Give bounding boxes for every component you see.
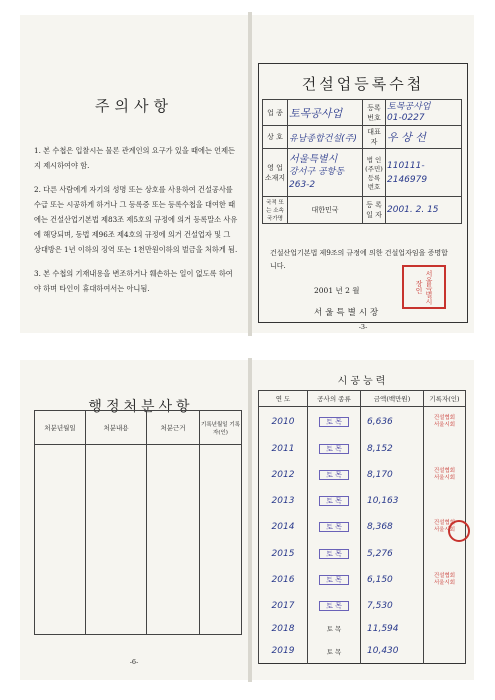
work-type-cell-text: 토 목: [319, 444, 349, 454]
caution-note-2: 2. 다른 사람에게 자기의 성명 또는 상호를 사용하여 건설공사를 수급 또는 시공하게 하거나 그 등록증 또는 등록수첩을 대여한 때에는 건설산업기본법 제83조 제5호의 규정에 의거 등록말소 사유에 해당되며, 동법 제96조 제4호의 규정에 의거 건설업자 및 그 상대방은 1년 이하의 징역 또는 1천만원이하의 벌금을 처하게 됨.: [34, 185, 238, 254]
header-work-type: 공사의 종류: [308, 391, 361, 407]
amount-cell: [361, 490, 424, 513]
value-nationality: 대한민국: [288, 197, 363, 224]
work-type-cell: [308, 565, 361, 595]
label-nationality: 국적 또는 소속국가명: [263, 197, 288, 224]
amount-cell: [361, 407, 424, 438]
work-type-cell-text: 토 목: [319, 575, 349, 585]
admin-action-title: 행정처분사항: [88, 399, 194, 415]
label-office: 영 업 소재지: [263, 149, 288, 197]
capability-row: [259, 407, 466, 438]
year-cell: [259, 595, 308, 618]
bottom-right-page: [252, 360, 474, 680]
register-table: [262, 99, 462, 224]
recorder-cell: [424, 460, 466, 490]
header-year: 연 도: [259, 391, 308, 407]
value-reg-date: 2001. 2. 15: [386, 197, 462, 224]
work-type-cell-text: 토 목: [319, 417, 349, 427]
work-type-cell: [308, 490, 361, 513]
work-type-cell: [308, 512, 361, 542]
recorder-stamp: 건설협회 서울시회: [433, 467, 456, 481]
amount-cell-text: 6,636: [367, 417, 393, 428]
year-cell: [259, 617, 308, 640]
label-name: 상 호: [263, 126, 288, 149]
amount-cell: [361, 595, 424, 618]
caution-notes: [34, 143, 239, 296]
capability-title: 시공능력: [337, 376, 389, 387]
work-type-cell-text: 토 목: [326, 625, 342, 634]
caution-note-1: 1. 본 수첩은 입찰시는 물론 관계인의 요구가 있을 때에는 언제든지 제시하여야 함.: [34, 146, 236, 170]
recorder-cell: [424, 490, 466, 513]
capability-row: [259, 437, 466, 460]
amount-cell-text: 6,150: [367, 574, 393, 585]
capability-row: [259, 617, 466, 640]
amount-cell: [361, 512, 424, 542]
year-cell-text: 2016: [271, 574, 295, 585]
year-cell-text: 2015: [271, 548, 295, 559]
recorder-cell: [424, 437, 466, 460]
work-type-cell-text: 토 목: [319, 496, 349, 506]
work-type-cell-text: 토 목: [326, 647, 342, 656]
year-cell: [259, 407, 308, 438]
year-cell: [259, 565, 308, 595]
amount-cell: [361, 460, 424, 490]
admin-empty-cell: [147, 445, 200, 635]
official-seal: 서울특별시장인: [402, 265, 446, 309]
amount-cell-text: 10,430: [367, 646, 399, 657]
amount-cell-text: 11,594: [367, 623, 399, 634]
work-type-cell: [308, 460, 361, 490]
year-cell: [259, 640, 308, 664]
caution-note-3: 3. 본 수첩의 기재내용을 변조하거나 훼손하는 일이 없도록 하여야 하며 타인이 휴대하여서는 아니됨.: [34, 269, 233, 293]
work-type-cell: [308, 437, 361, 460]
header-amount: 금액(백만원): [361, 391, 424, 407]
year-cell-text: 2013: [271, 496, 295, 507]
top-left-page: [20, 15, 248, 333]
year-cell: [259, 460, 308, 490]
work-type-cell-text: 토 목: [319, 601, 349, 611]
recorder-cell: [424, 565, 466, 595]
work-type-cell: [308, 640, 361, 664]
year-cell-text: 2017: [271, 601, 295, 612]
recorder-seal: [448, 520, 470, 542]
capability-table: [258, 390, 466, 664]
issuer-name: 서울특별시장: [314, 308, 382, 318]
recorder-cell: [424, 542, 466, 565]
page-number-3: -3-: [358, 323, 368, 331]
year-cell: [259, 437, 308, 460]
work-type-cell-text: 토 목: [319, 470, 349, 480]
admin-empty-cell: [200, 445, 242, 635]
value-ceo: 우 상 선: [386, 126, 462, 149]
page-number-6: -6-: [129, 658, 139, 666]
caution-title: 주의사항: [95, 97, 173, 115]
amount-cell-text: 8,152: [367, 443, 393, 454]
recorder-stamp: 건설협회 서울시회: [433, 415, 456, 429]
recorder-cell: [424, 640, 466, 664]
year-cell-text: 2019: [271, 646, 295, 657]
amount-cell: [361, 542, 424, 565]
capability-row: [259, 542, 466, 565]
amount-cell: [361, 437, 424, 460]
issue-date: 2001 년 2 월: [314, 286, 360, 295]
amount-cell-text: 8,170: [367, 469, 393, 480]
amount-cell: [361, 565, 424, 595]
header-recorder: 기록자(인): [424, 391, 466, 407]
amount-cell-text: 7,530: [367, 601, 393, 612]
admin-empty-cell: [35, 445, 86, 635]
label-corp-no: 법 인 (주민) 등록 번호: [363, 149, 386, 197]
recorder-cell: [424, 407, 466, 438]
value-industry: 토목공사업: [288, 100, 363, 126]
label-industry: 업 종: [263, 100, 288, 126]
work-type-cell: [308, 595, 361, 618]
top-right-page: [252, 15, 474, 333]
year-cell-text: 2010: [271, 417, 295, 428]
capability-row: [259, 640, 466, 664]
label-reg-date: 등 록 일 자: [363, 197, 386, 224]
header-action-recorder: 기록년월일 기록자(인): [200, 411, 242, 445]
year-cell-text: 2012: [271, 469, 295, 480]
label-reg-no: 등록번호: [363, 100, 386, 126]
register-title: 건설업등록수첩: [301, 75, 425, 93]
bottom-left-page: [20, 360, 248, 680]
amount-cell: [361, 640, 424, 664]
amount-cell-text: 8,368: [367, 522, 393, 533]
capability-row: [259, 595, 466, 618]
amount-cell: [361, 617, 424, 640]
work-type-cell: [308, 617, 361, 640]
capability-row: [259, 512, 466, 542]
year-cell-text: 2011: [271, 443, 295, 454]
year-cell: [259, 542, 308, 565]
value-office: 서울특별시 강서구 공항동 263-2: [288, 149, 363, 197]
value-name: 유남종합건설(주): [288, 126, 363, 149]
certify-text: 건설산업기본법 제9조의 규정에 의한 건설업자임을 증명합니다.: [270, 249, 448, 270]
amount-cell-text: 10,163: [367, 496, 399, 507]
work-type-cell-text: 토 목: [319, 522, 349, 532]
year-cell-text: 2018: [271, 623, 295, 634]
capability-row: [259, 565, 466, 595]
work-type-cell: [308, 407, 361, 438]
year-cell: [259, 490, 308, 513]
amount-cell-text: 5,276: [367, 548, 393, 559]
work-type-cell-text: 토 목: [319, 549, 349, 559]
header-action-content: 처분내용: [86, 411, 147, 445]
year-cell: [259, 512, 308, 542]
recorder-stamp: 건설협회 서울시회: [433, 520, 456, 534]
work-type-cell: [308, 542, 361, 565]
value-reg-no: 토목공사업 01-0227: [386, 100, 462, 126]
admin-empty-cell: [86, 445, 147, 635]
recorder-cell: [424, 595, 466, 618]
admin-action-table: [34, 410, 242, 635]
header-action-basis: 처분근거: [147, 411, 200, 445]
header-action-date: 처분년월일: [35, 411, 86, 445]
year-cell-text: 2014: [271, 522, 295, 533]
capability-row: [259, 460, 466, 490]
capability-row: [259, 490, 466, 513]
label-ceo: 대표자: [363, 126, 386, 149]
value-corp-no: 110111- 2146979: [386, 149, 462, 197]
recorder-cell: [424, 617, 466, 640]
recorder-stamp: 건설협회 서울시회: [433, 572, 456, 586]
